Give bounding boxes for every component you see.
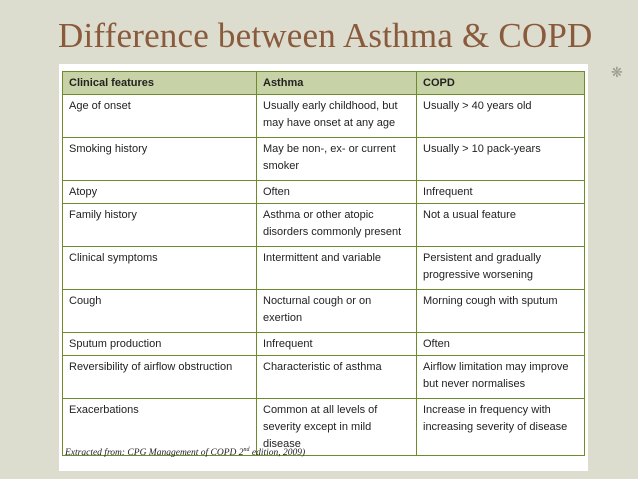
- table-row: [63, 138, 585, 181]
- copd-cell: Usually > 10 pack-years: [417, 138, 585, 181]
- asthma-cell: Infrequent: [257, 333, 417, 356]
- copd-cell: Usually > 40 years old: [417, 95, 585, 138]
- feature-cell: Smoking history: [63, 138, 257, 181]
- asthma-cell: Asthma or other atopic disorders commonly present: [257, 204, 417, 247]
- comparison-table: [62, 71, 585, 459]
- asthma-cell: Intermittent and variable: [257, 247, 417, 290]
- feature-cell: Family history: [63, 204, 257, 247]
- feature-cell: Cough: [63, 290, 257, 333]
- header-copd: COPD: [417, 72, 585, 95]
- table-card: [59, 64, 588, 471]
- feature-cell: Reversibility of airflow obstruction: [63, 356, 257, 399]
- copd-cell: Increase in frequency with increasing severity of disease: [417, 399, 585, 456]
- table-row: [63, 356, 585, 399]
- feature-cell: Atopy: [63, 181, 257, 204]
- table-row: [63, 333, 585, 356]
- table-row: [63, 95, 585, 138]
- source-prefix: Extracted from: CPG Management of COPD 2: [65, 448, 244, 459]
- asthma-cell: May be non-, ex- or current smoker: [257, 138, 417, 181]
- asthma-cell: Often: [257, 181, 417, 204]
- asthma-cell: Usually early childhood, but may have onset at any age: [257, 95, 417, 138]
- table-row: [63, 247, 585, 290]
- copd-cell: Not a usual feature: [417, 204, 585, 247]
- copd-cell: Infrequent: [417, 181, 585, 204]
- header-clinical-features: Clinical features: [63, 72, 257, 95]
- asthma-cell: Nocturnal cough or on exertion: [257, 290, 417, 333]
- table-row: [63, 181, 585, 204]
- header-asthma: Asthma: [257, 72, 417, 95]
- table-header-row: [63, 72, 585, 95]
- table-row: [63, 290, 585, 333]
- copd-cell: Persistent and gradually progressive worsening: [417, 247, 585, 290]
- source-citation: [65, 447, 305, 458]
- feature-cell: Clinical symptoms: [63, 247, 257, 290]
- feature-cell: Sputum production: [63, 333, 257, 356]
- copd-cell: Airflow limitation may improve but never normalises: [417, 356, 585, 399]
- source-suffix: edition, 2009): [249, 448, 306, 459]
- copd-cell: Often: [417, 333, 585, 356]
- feature-cell: Age of onset: [63, 95, 257, 138]
- feature-cell: Exacerbations: [63, 399, 257, 456]
- slide-title: Difference between Asthma & COPD: [58, 16, 593, 55]
- asthma-cell: Characteristic of asthma: [257, 356, 417, 399]
- copd-cell: Morning cough with sputum: [417, 290, 585, 333]
- asthma-cell: Common at all levels of severity except in mild disease: [257, 399, 417, 456]
- table-row: [63, 204, 585, 247]
- star-bullet-icon: ❋: [611, 64, 623, 80]
- source-superscript: nd: [243, 447, 250, 453]
